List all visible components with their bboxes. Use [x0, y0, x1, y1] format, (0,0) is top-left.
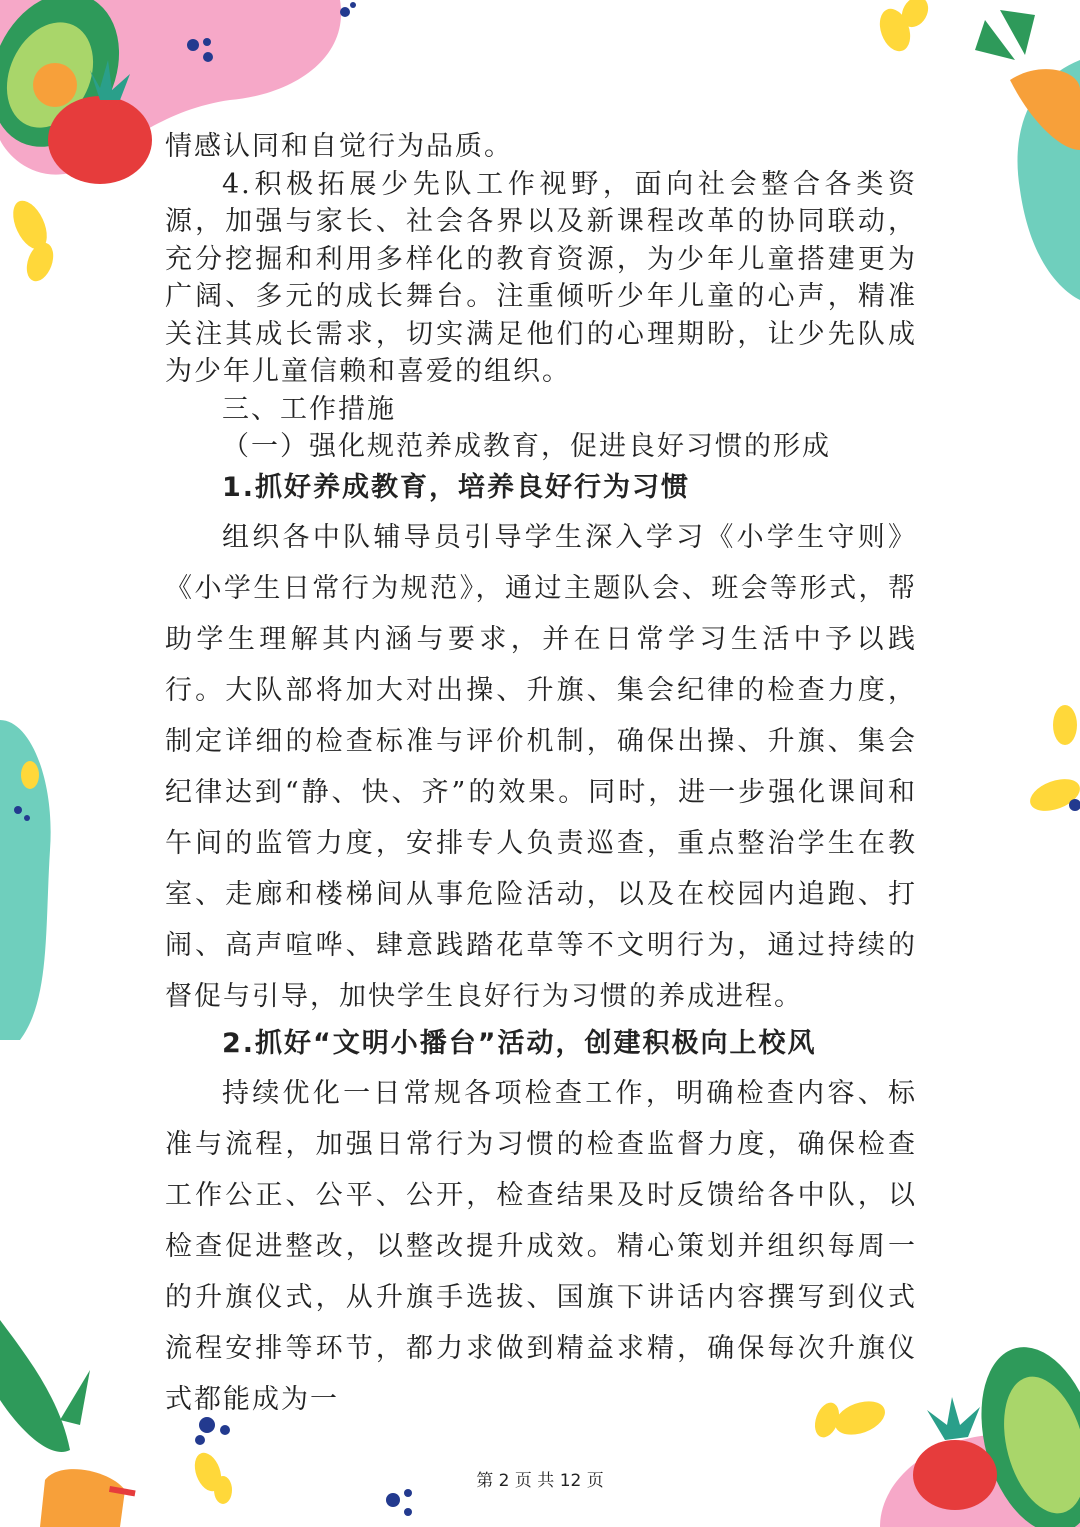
subsection-title: （一）强化规范养成教育，促进良好习惯的形成 [222, 431, 831, 462]
corn-icon [874, 0, 933, 55]
page-number: 第 2 页 共 12 页 [476, 1471, 604, 1491]
item-1-title: 1.抓好养成教育，培养良好行为习惯 [222, 471, 691, 503]
item-2-body: 持续优化一日常规各项检查工作，明确检查内容、标准与流程，加强日常行为习惯的检查监督力度，确保检查工作公正、公平、公开，检查结果及时反馈给各中队，以检查促进整改，以整改提升成效。精心策划并组织每周一的升旗仪式，从升旗手选拔、国旗下讲话内容撰写到仪式流程安排等环节，都力求做到精益求精，确保每次升旗仪式都能成为一 [165, 1077, 917, 1415]
document-body [165, 128, 917, 1425]
paragraph-intro-end: 情感认同和自觉行为品质。 [165, 131, 513, 162]
item-2-title: 2.抓好“文明小播台”活动，创建积极向上校风 [222, 1027, 817, 1059]
section-title: 三、工作措施 [222, 393, 396, 425]
paragraph-item-4: 4.积极拓展少先队工作视野，面向社会整合各类资源，加强与家长、社会各界以及新课程改革的协同联动，充分挖掘和利用多样化的教育资源，为少年儿童搭建更为广阔、多元的成长舞台。注重倾听少年儿童的心声，精准关注其成长需求，切实满足他们的心理期盼，让少先队成为少年儿童信赖和喜爱的组织。 [165, 168, 917, 387]
corn-icon [6, 196, 58, 285]
leaf-icon [0, 1320, 90, 1452]
item-1-body: 组织各中队辅导员引导学生深入学习《小学生守则》《小学生日常行为规范》，通过主题队会、班会等形式，帮助学生理解其内涵与要求，并在日常学习生活中予以践行。大队部将加大对出操、升旗、集会纪律的检查力度，制定详细的检查标准与评价机制，确保出操、升旗、集会纪律达到“静、快、齐”的效果。同时，进一步强化课间和午间的监管力度，安排专人负责巡查，重点整治学生在教室、走廊和楼梯间从事危险活动，以及在校园内追跑、打闹、高声喧哗、肆意践踏花草等不文明行为，通过持续的督促与引导，加快学生良好行为习惯的养成进程。 [165, 521, 917, 1012]
